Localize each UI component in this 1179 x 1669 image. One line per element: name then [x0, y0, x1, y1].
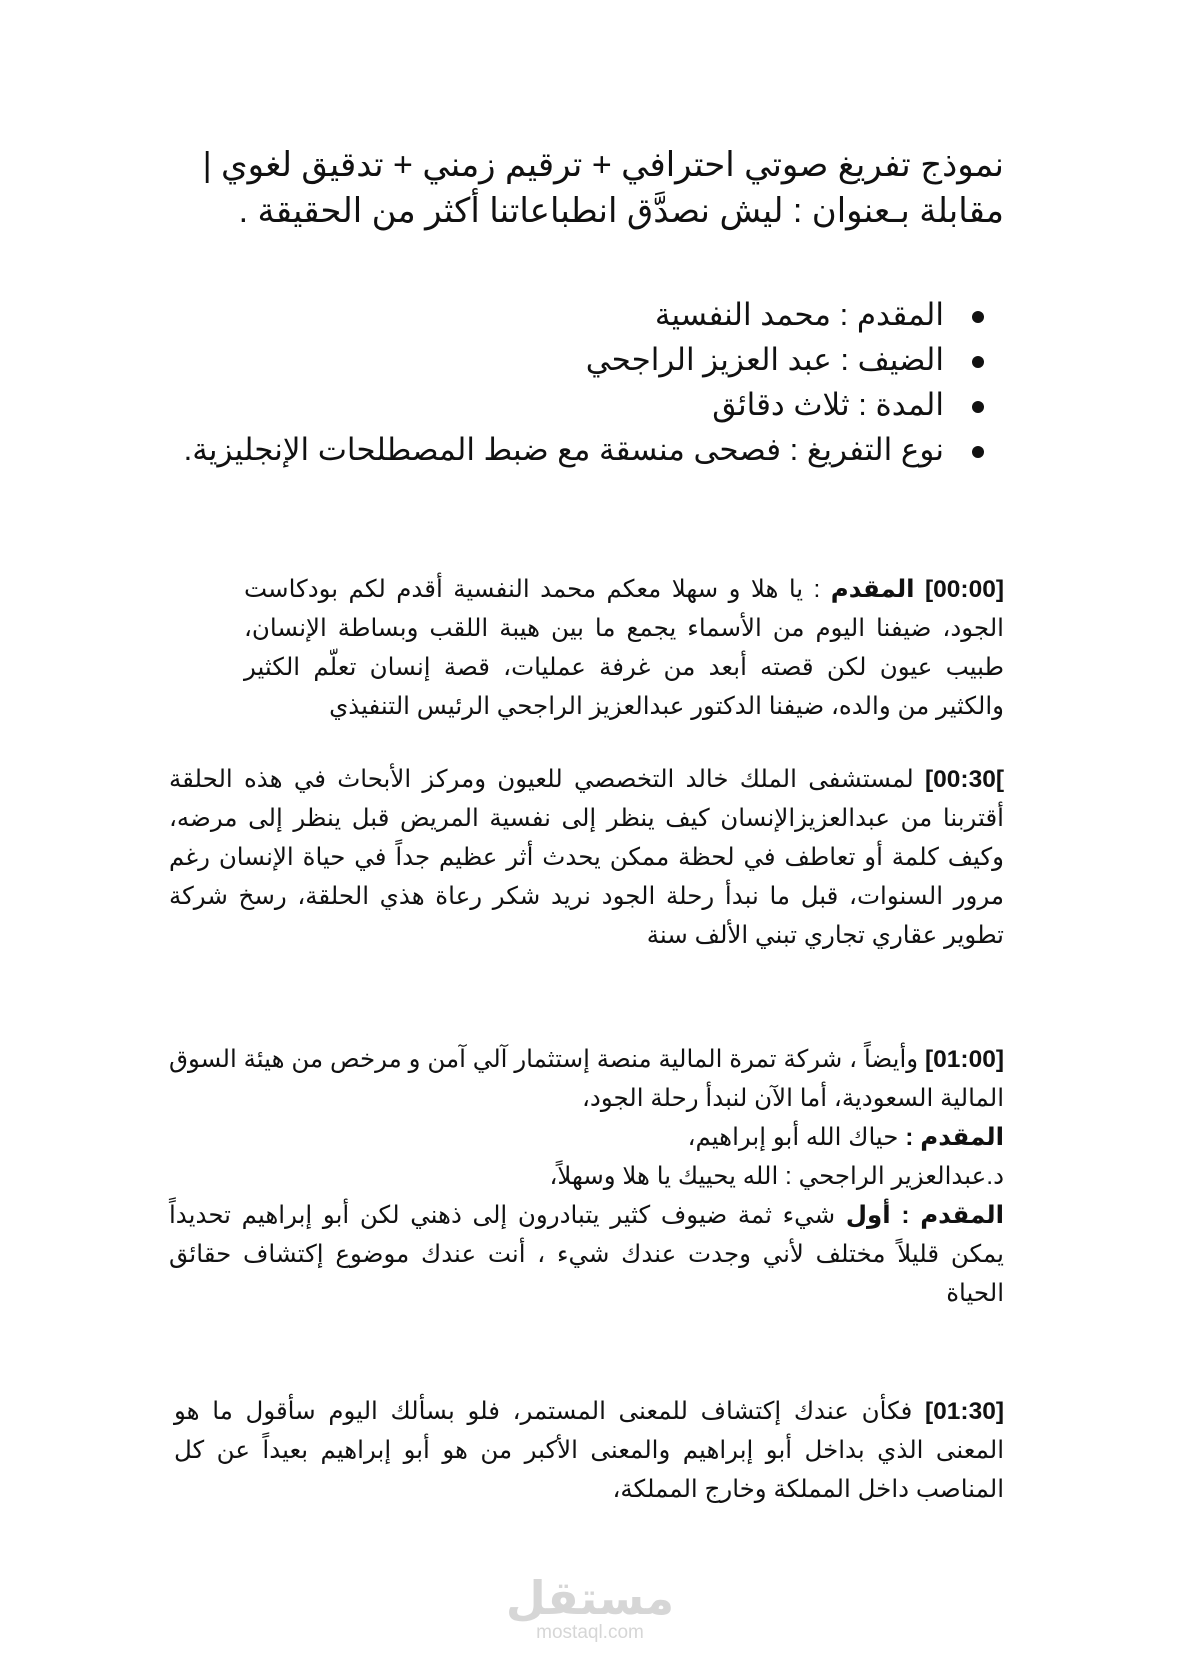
segment-paragraph: [169, 1040, 1004, 1118]
dialogue-line-guest: د.عبدالعزير الراجحي : الله يحييك يا هلا وسهلاً،: [549, 1163, 1004, 1190]
timestamp: [01:00]: [924, 1046, 1004, 1073]
watermark-url: mostaql.com: [536, 1622, 644, 1643]
timestamp: [00:00]: [924, 576, 1004, 603]
bullet-icon: [972, 401, 984, 413]
segment-paragraph: [174, 1392, 1004, 1509]
segment-text: وأيضاً ، شركة تمرة المالية منصة إستثمار آلي آمن و مرخص من هيئة السوق المالية السعودية، أما الآن لنبدأ رحلة الجود،: [169, 1046, 1004, 1112]
dialogue-text: حياك الله أبو إبراهيم،: [687, 1124, 906, 1151]
transcript-segment-01-00: [169, 1040, 1004, 1313]
bullet-icon: [972, 446, 984, 458]
list-item-host: [104, 292, 1004, 337]
document-title: [174, 142, 1004, 234]
dialogue-line-host: [169, 1118, 1004, 1157]
speaker-label: المقدم :: [901, 1202, 1004, 1229]
segment-paragraph: [169, 760, 1004, 955]
segment-paragraph: [244, 570, 1004, 726]
interview-details-list: [104, 292, 1004, 472]
segment-text: لمستشفى الملك خالد التخصصي للعيون ومركز الأبحاث في هذه الحلقة أقتربنا من عبدالعزيزالإنسان كيف ينظر إلى نفسية المريض قبل ينظر إلى مرضه، وكيف كلمة أو تعاطف في لحظة ممكن يحدث أثر عظيم جداً في حياة الإنسان رغم مرور السنوات، قبل ما نبدأ رحلة الجود نريد شكر رعاة هذي الحلقة، رسخ شركة تطوير عقاري تجاري تبني الألف سنة: [169, 766, 1004, 949]
transcript-segment-00-00: [244, 570, 1004, 726]
mostaql-watermark: [490, 1573, 690, 1643]
bullet-icon: [972, 311, 984, 323]
transcript-segment-01-30: [174, 1392, 1004, 1509]
timestamp: ]00:30]: [924, 766, 1004, 793]
transcript-segment-00-30: [169, 760, 1004, 955]
emphasis-word: أول: [845, 1202, 902, 1229]
host-text: المقدم : محمد النفسية: [654, 297, 944, 332]
duration-text: المدة : ثلاث دقائق: [712, 387, 944, 422]
speaker-label: المقدم :: [905, 1124, 1004, 1151]
segment-text: : يا هلا و سهلا معكم محمد النفسية أقدم لكم بودكاست الجود، ضيفنا اليوم من الأسماء يجمع ما بين هيبة اللقب وبساطة الإنسان، طبيب عيون لكن قصته أبعد من غرفة عمليات، قصة إنسان تعلّم الكثير والكثير من والده، ضيفنا الدكتور عبدالعزيز الراجحي الرئيس التنفيذي: [244, 576, 1004, 720]
timestamp: [01:30]: [924, 1398, 1004, 1425]
title-line-2: مقابلة بـعنوان : ليش نصدَّق انطباعاتنا أكثر من الحقيقة .: [238, 192, 1004, 230]
bullet-icon: [972, 356, 984, 368]
transcription-type-text: نوع التفريغ : فصحى منسقة مع ضبط المصطلحات الإنجليزية.: [183, 432, 944, 467]
dialogue-text: شيء ثمة ضيوف كثير يتبادرون إلى ذهني لكن أبو إبراهيم تحديداً يمكن قليلاً مختلف لأني وجدت عندك شيء ، أنت عندك موضوع إكتشاف حقائق الحياة: [169, 1202, 1004, 1307]
watermark-logo-text: مستقل: [505, 1572, 675, 1624]
list-item-transcription-type: [104, 427, 1004, 472]
list-item-duration: [104, 382, 1004, 427]
dialogue-line-host-question: [169, 1196, 1004, 1313]
list-item-guest: [104, 337, 1004, 382]
segment-text: فكأن عندك إكتشاف للمعنى المستمر، فلو بسألك اليوم سأقول ما هو المعنى الذي بداخل أبو إبراهيم والمعنى الأكبر من هو أبو إبراهيم بعيداً عن كل المناصب داخل المملكة وخارج المملكة،: [174, 1398, 1004, 1503]
guest-text: الضيف : عبد العزيز الراجحي: [585, 342, 944, 377]
speaker-label: المقدم: [830, 576, 915, 603]
title-line-1: نموذج تفريغ صوتي احترافي + ترقيم زمني + تدقيق لغوي |: [202, 146, 1004, 184]
